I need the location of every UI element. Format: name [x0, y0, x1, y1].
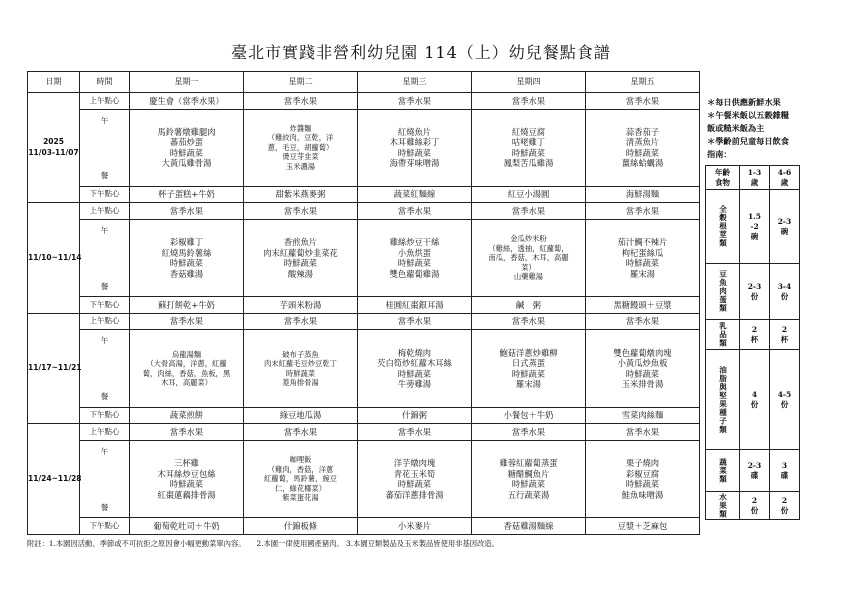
lunch-dish: 鳳梨苦瓜雞湯 — [503, 158, 554, 169]
amount-line: 杯 — [780, 334, 789, 344]
afternoon-snack-cell: 什錦板條 — [244, 518, 358, 535]
lunch-dish: 梅乾燒肉 — [397, 347, 432, 358]
lunch-dish: 雞絲炒豆干絲 — [389, 237, 440, 248]
lunch-dish: 小魚烘蛋 — [397, 247, 432, 258]
intake-header-line: 年齡 — [715, 167, 730, 177]
amount-line: 3-4 — [777, 281, 792, 291]
amount-line: 1.5 — [747, 211, 762, 221]
intake-row — [706, 350, 800, 450]
amount-line: 份 — [750, 399, 759, 409]
lunch-cell — [358, 109, 472, 186]
header-fri: 星期五 — [586, 72, 700, 93]
lunch-dish: 蔥，毛豆，胡蘿蔔） — [267, 142, 334, 152]
lunch-cell — [586, 220, 700, 297]
lunch-dish: 金瓜炒米粉 — [510, 234, 547, 244]
amount-line: 份 — [750, 291, 759, 301]
morning-snack-cell: 當季水果 — [244, 93, 358, 110]
lunch-cell — [586, 440, 700, 517]
lunch-dish: 鮭魚味噌湯 — [621, 489, 664, 500]
lunch-cell — [130, 220, 244, 297]
afternoon-snack-cell: 小米麥片 — [358, 518, 472, 535]
lunch-dish: 酸辣湯 — [288, 268, 313, 279]
menu-table — [27, 71, 700, 535]
lunch-dish: 雞蓉紅蘿蔔蒸蛋 — [499, 458, 558, 469]
food-group-name: 乳品類 — [718, 321, 728, 348]
lunch-label — [80, 220, 130, 297]
lunch-dish: 時鮮蔬菜 — [625, 368, 660, 379]
lunch-dish: 南瓜，香菇，木耳，高麗 — [488, 253, 569, 263]
note-line: 指南： — [707, 149, 732, 159]
week-lunch-row — [28, 330, 700, 407]
header-mon: 星期一 — [130, 72, 244, 93]
morning-snack-label: 上午點心 — [80, 424, 130, 441]
afternoon-snack-cell: 紅豆小湯圓 — [472, 186, 586, 203]
lunch-dish: 鮑菇洋蔥炒雞柳 — [499, 347, 558, 358]
morning-snack-cell: 當季水果 — [358, 93, 472, 110]
week-afternoon-row — [28, 518, 700, 535]
date-line: 11/17~11/21 — [28, 363, 82, 373]
week-date — [28, 424, 80, 535]
menu-body — [28, 93, 700, 535]
lunch-dish: 枸杞蛋絲瓜 — [621, 247, 664, 258]
lunch-cell — [586, 330, 700, 407]
week-afternoon-row — [28, 297, 700, 314]
morning-snack-cell: 當季水果 — [130, 313, 244, 330]
lunch-label — [80, 109, 130, 186]
header-thu: 星期四 — [472, 72, 586, 93]
intake-amount-4-6 — [770, 492, 800, 520]
lunch-dish: 時鮮蔬菜 — [169, 258, 204, 269]
amount-line: 碗 — [750, 231, 759, 241]
lunch-dish: 五行蔬菜湯 — [507, 489, 550, 500]
lunch-dish: 山藥雞湯 — [513, 272, 544, 282]
footnote: 附註：1.本園因活動、季節或不可抗拒之原因會小幅更動菜單內容。 2.本園一律使用國產豬肉。 3.本園豆類製品及玉米製品皆使用非基因改造。 — [27, 539, 499, 548]
week-lunch-row — [28, 220, 700, 297]
lunch-dish: 蕃茄炒蛋 — [169, 137, 204, 148]
lunch-dish: 炸醬麵 — [289, 123, 312, 133]
afternoon-snack-cell: 葡萄乾吐司＋牛奶 — [130, 518, 244, 535]
lunch-dish: 木耳，高麗菜） — [160, 378, 213, 388]
lunch-dish: 時鮮蔬菜 — [511, 147, 546, 158]
intake-food-group — [706, 264, 740, 320]
amount-line: 份 — [750, 505, 759, 515]
afternoon-snack-cell: 雪菜肉絲麵 — [586, 407, 700, 424]
amount-line: 2 — [751, 495, 758, 505]
morning-snack-cell: 當季水果 — [586, 313, 700, 330]
intake-header-line: 食物 — [715, 177, 730, 187]
intake-body — [706, 166, 800, 520]
week-lunch-row — [28, 440, 700, 517]
amount-line: 2 — [781, 324, 788, 334]
afternoon-snack-cell: 桂圓紅棗銀耳湯 — [358, 297, 472, 314]
intake-header-food — [706, 166, 740, 190]
lunch-label-bottom: 餐 — [100, 502, 109, 512]
week-morning-row — [28, 93, 700, 110]
lunch-dish: 仁，綠花椰菜） — [274, 483, 327, 493]
afternoon-snack-cell: 杯子蛋糕+牛奶 — [130, 186, 244, 203]
intake-amount-1-3 — [740, 450, 770, 492]
amount-line: 份 — [780, 291, 789, 301]
lunch-dish: 彩椒豆腐 — [625, 468, 660, 479]
morning-snack-cell: 慶生會（當季水果） — [130, 93, 244, 110]
intake-header-age1 — [740, 166, 770, 190]
week-afternoon-row — [28, 407, 700, 424]
lunch-dish: 破布子蒸魚 — [282, 349, 319, 359]
lunch-dish: 茄汁鯛不辣片 — [617, 237, 668, 248]
lunch-dish: （雞絞肉，豆乾，洋 — [267, 133, 334, 143]
amount-line: 2-3 — [747, 460, 762, 470]
age-line: 1-3 — [747, 167, 762, 177]
intake-food-group — [706, 320, 740, 350]
lunch-dish: 時鮮蔬菜 — [169, 147, 204, 158]
lunch-dish: 紅蘿蔔，馬鈴薯，豌豆 — [264, 474, 337, 484]
lunch-dish: 紅棗蓮藕排骨湯 — [157, 489, 216, 500]
morning-snack-cell: 當季水果 — [472, 93, 586, 110]
lunch-dish: 烏龍湯麵 — [171, 349, 202, 359]
lunch-dish: 時鮮蔬菜 — [397, 258, 432, 269]
lunch-dish: 肉末紅蘿毛豆炒豆乾丁 — [264, 359, 337, 369]
lunch-cell — [358, 220, 472, 297]
note-line: ＊每日供應新鮮水果 — [707, 97, 781, 107]
afternoon-snack-label: 下午點心 — [80, 297, 130, 314]
lunch-dish: 時鮮蔬菜 — [625, 147, 660, 158]
age-line: 歲 — [750, 177, 759, 187]
lunch-dish: 海帶芽味噌湯 — [389, 158, 440, 169]
intake-row — [706, 320, 800, 350]
week-morning-row — [28, 313, 700, 330]
afternoon-snack-cell: 海鮮湯麵 — [586, 186, 700, 203]
lunch-dish: 時鮮蔬菜 — [625, 479, 660, 490]
note-line: 飯或糙米飯為主 — [707, 123, 765, 133]
week-date — [28, 203, 80, 313]
afternoon-snack-cell: 豆漿＋芝麻包 — [586, 518, 700, 535]
lunch-dish: （大骨高湯，洋蔥，紅蘿 — [146, 359, 227, 369]
lunch-label-bottom: 餐 — [100, 171, 109, 181]
lunch-dish: 雙色蘿蔔雞湯 — [389, 268, 440, 279]
lunch-dish: 紅燒豆腐 — [511, 126, 546, 137]
afternoon-snack-cell: 甜紫米燕麥粥 — [244, 186, 358, 203]
header-time: 時間 — [80, 72, 130, 93]
lunch-cell — [472, 440, 586, 517]
morning-snack-cell: 當季水果 — [358, 313, 472, 330]
lunch-dish: 清蒸魚片 — [625, 137, 660, 148]
intake-row — [706, 450, 800, 492]
morning-snack-label: 上午點心 — [80, 313, 130, 330]
morning-snack-cell: 當季水果 — [472, 424, 586, 441]
lunch-dish: （雞肉，香菇，洋蔥 — [267, 464, 334, 474]
header-wed: 星期三 — [358, 72, 472, 93]
lunch-dish: 紅燒魚片 — [397, 126, 432, 137]
lunch-dish: 時鮮蔬菜 — [397, 368, 432, 379]
morning-snack-label: 上午點心 — [80, 203, 130, 220]
page-title: 臺北市實踐非營利幼兒園 114（上）幼兒餐點食譜 — [231, 43, 611, 62]
lunch-dish: 日式蒸蛋 — [511, 358, 546, 369]
afternoon-snack-label: 下午點心 — [80, 186, 130, 203]
week-morning-row — [28, 424, 700, 441]
amount-line: 4-5 — [777, 389, 792, 399]
lunch-dish: 香煎魚片 — [283, 237, 318, 248]
lunch-cell — [130, 330, 244, 407]
date-line: 11/24~11/28 — [28, 473, 82, 483]
intake-header-age2 — [770, 166, 800, 190]
lunch-dish: 羅宋湯 — [516, 379, 541, 390]
lunch-label-top: 午 — [100, 336, 109, 346]
morning-snack-cell: 當季水果 — [358, 203, 472, 220]
lunch-label — [80, 330, 130, 407]
lunch-dish: 糖醋鯛魚片 — [507, 468, 550, 479]
age-line: 4-6 — [777, 167, 792, 177]
date-line: 11/10~11/14 — [28, 252, 82, 262]
nutrition-notes — [707, 96, 835, 161]
afternoon-snack-cell: 香菇雞湯麵線 — [472, 518, 586, 535]
lunch-dish: 青花玉米筍 — [393, 468, 436, 479]
amount-line: 碟 — [750, 470, 759, 480]
lunch-cell — [130, 440, 244, 517]
intake-amount-4-6 — [770, 450, 800, 492]
lunch-dish: 蒜香茄子 — [625, 126, 660, 137]
amount-line: -2 — [750, 221, 759, 231]
intake-row — [706, 492, 800, 520]
lunch-label-top: 午 — [100, 226, 109, 235]
intake-amount-1-3 — [740, 350, 770, 450]
afternoon-snack-label: 下午點心 — [80, 518, 130, 535]
food-group-name: 蔬菜類 — [718, 457, 728, 484]
intake-amount-1-3 — [740, 190, 770, 264]
lunch-dish: 玉米排骨湯 — [621, 379, 664, 390]
food-group-name: 豆魚肉蛋類 — [718, 270, 728, 313]
lunch-dish: 雙色蘿蔔燉肉塊 — [613, 347, 672, 358]
date-line: 11/03-11/07 — [28, 147, 79, 157]
week-morning-row — [28, 203, 700, 220]
lunch-cell — [358, 330, 472, 407]
note-line: ＊午餐米飯以五穀雜糧 — [707, 110, 789, 120]
intake-food-group — [706, 492, 740, 520]
morning-snack-cell: 當季水果 — [130, 203, 244, 220]
lunch-dish: 時鮮蔬菜 — [511, 368, 546, 379]
morning-snack-cell: 當季水果 — [244, 203, 358, 220]
afternoon-snack-cell: 芋頭米粉湯 — [244, 297, 358, 314]
intake-amount-4-6 — [770, 190, 800, 264]
morning-snack-cell: 當季水果 — [358, 424, 472, 441]
afternoon-snack-cell: 蘇打餅乾+牛奶 — [130, 297, 244, 314]
lunch-label — [80, 440, 130, 517]
amount-line: 2-3 — [777, 216, 792, 226]
food-group-name: 水果類 — [718, 492, 728, 519]
lunch-dish: 時鮮蔬菜 — [285, 368, 316, 378]
lunch-dish: 三杯雞 — [174, 458, 199, 469]
age-line: 歲 — [780, 177, 789, 187]
lunch-dish: 時鮮蔬菜 — [397, 479, 432, 490]
food-group-name: 油脂與堅果種子類 — [718, 365, 728, 434]
lunch-dish: 燙豆芽韭菜 — [282, 152, 319, 162]
afternoon-snack-cell: 鹹 粥 — [472, 297, 586, 314]
lunch-cell — [358, 440, 472, 517]
amount-line: 碟 — [780, 470, 789, 480]
lunch-cell — [472, 330, 586, 407]
lunch-dish: 木耳絲炒豆包絲 — [157, 468, 216, 479]
lunch-label-bottom: 餐 — [100, 392, 109, 402]
lunch-dish: 時鮮蔬菜 — [283, 258, 318, 269]
header-date: 日期 — [28, 72, 80, 93]
lunch-dish: 蔔，肉絲，香菇，魚板，黑 — [142, 368, 231, 378]
lunch-dish: 時鮮蔬菜 — [397, 147, 432, 158]
afternoon-snack-cell: 黑糖饅頭＋豆漿 — [586, 297, 700, 314]
lunch-dish: 咕咾雞丁 — [511, 137, 546, 148]
amount-line: 份 — [780, 505, 789, 515]
lunch-dish: 菜） — [521, 262, 536, 272]
intake-amount-1-3 — [740, 264, 770, 320]
intake-amount-1-3 — [740, 320, 770, 350]
week-lunch-row — [28, 109, 700, 186]
lunch-cell — [586, 109, 700, 186]
lunch-dish: 洋芋燉肉塊 — [393, 458, 436, 469]
lunch-dish: 菱角排骨湯 — [282, 378, 319, 388]
morning-snack-cell: 當季水果 — [472, 313, 586, 330]
week-afternoon-row — [28, 186, 700, 203]
note-line: ＊學齡前兒童每日飲食 — [707, 136, 789, 146]
intake-food-group — [706, 190, 740, 264]
intake-row — [706, 264, 800, 320]
lunch-cell — [244, 220, 358, 297]
lunch-dish: 香菇雞湯 — [169, 268, 204, 279]
lunch-dish: 芡白筍炒紅蘿木耳絲 — [377, 358, 452, 369]
food-group-name: 全穀根莖類 — [718, 205, 728, 248]
header-tue: 星期二 — [244, 72, 358, 93]
amount-line: 碗 — [780, 226, 789, 236]
lunch-dish: 時鮮蔬菜 — [625, 258, 660, 269]
lunch-cell — [244, 109, 358, 186]
week-date — [28, 93, 80, 203]
amount-line: 份 — [780, 399, 789, 409]
lunch-cell — [472, 109, 586, 186]
intake-amount-4-6 — [770, 264, 800, 320]
intake-amount-4-6 — [770, 320, 800, 350]
intake-guide-table — [705, 165, 800, 520]
lunch-dish: 彩椒雞丁 — [169, 237, 204, 248]
morning-snack-cell: 當季水果 — [244, 313, 358, 330]
morning-snack-cell: 當季水果 — [586, 93, 700, 110]
lunch-cell — [130, 109, 244, 186]
lunch-dish: 馬鈴薯燉雞腿肉 — [157, 126, 216, 137]
lunch-dish: 薑絲蛤蠣湯 — [621, 158, 664, 169]
lunch-label-top: 午 — [100, 115, 109, 125]
afternoon-snack-label: 下午點心 — [80, 407, 130, 424]
afternoon-snack-cell: 蔬菜煎餅 — [130, 407, 244, 424]
lunch-dish: （雞絲，透抽，紅蘿蔔， — [488, 243, 569, 253]
lunch-dish: 木耳雞絲彩丁 — [389, 137, 440, 148]
afternoon-snack-cell: 蔬菜紅麵線 — [358, 186, 472, 203]
amount-line: 2 — [751, 324, 758, 334]
morning-snack-cell: 當季水果 — [586, 203, 700, 220]
lunch-dish: 玉米濃湯 — [285, 161, 316, 171]
intake-header-row — [706, 166, 800, 190]
lunch-dish: 羅宋湯 — [630, 268, 655, 279]
morning-snack-cell: 當季水果 — [472, 203, 586, 220]
amount-line: 2-3 — [747, 281, 762, 291]
amount-line: 2 — [781, 495, 788, 505]
lunch-dish: 栗子燒肉 — [625, 458, 660, 469]
lunch-dish: 蕃茄洋蔥排骨湯 — [385, 489, 444, 500]
date-line: 2025 — [43, 137, 64, 147]
amount-line: 4 — [751, 389, 758, 399]
intake-food-group — [706, 350, 740, 450]
lunch-dish: 時鮮蔬菜 — [169, 479, 204, 490]
amount-line: 杯 — [750, 334, 759, 344]
afternoon-snack-cell: 小餐包＋牛奶 — [472, 407, 586, 424]
intake-amount-4-6 — [770, 350, 800, 450]
header-row — [28, 72, 700, 93]
lunch-cell — [244, 440, 358, 517]
morning-snack-cell: 當季水果 — [130, 424, 244, 441]
afternoon-snack-cell: 什錦粥 — [358, 407, 472, 424]
lunch-dish: 小黃瓜炒魚板 — [617, 358, 668, 369]
afternoon-snack-cell: 綠豆地瓜湯 — [244, 407, 358, 424]
intake-amount-1-3 — [740, 492, 770, 520]
intake-row — [706, 190, 800, 264]
morning-snack-cell: 當季水果 — [244, 424, 358, 441]
lunch-cell — [244, 330, 358, 407]
week-date — [28, 313, 80, 423]
lunch-cell — [472, 220, 586, 297]
morning-snack-label: 上午點心 — [80, 93, 130, 110]
lunch-dish: 時鮮蔬菜 — [511, 479, 546, 490]
lunch-dish: 肉末紅蘿蔔炒韭菜花 — [263, 247, 338, 258]
morning-snack-cell: 當季水果 — [586, 424, 700, 441]
lunch-dish: 紅燒馬鈴薯絲 — [161, 247, 212, 258]
lunch-label-bottom: 餐 — [100, 281, 109, 291]
lunch-label-top: 午 — [100, 446, 109, 456]
lunch-dish: 咖哩飯 — [289, 455, 312, 465]
lunch-dish: 紫菜蛋花湯 — [282, 493, 319, 503]
intake-food-group — [706, 450, 740, 492]
lunch-dish: 大黃瓜雞骨湯 — [161, 158, 212, 169]
amount-line: 3 — [781, 460, 788, 470]
lunch-dish: 牛蒡雞湯 — [397, 379, 432, 390]
